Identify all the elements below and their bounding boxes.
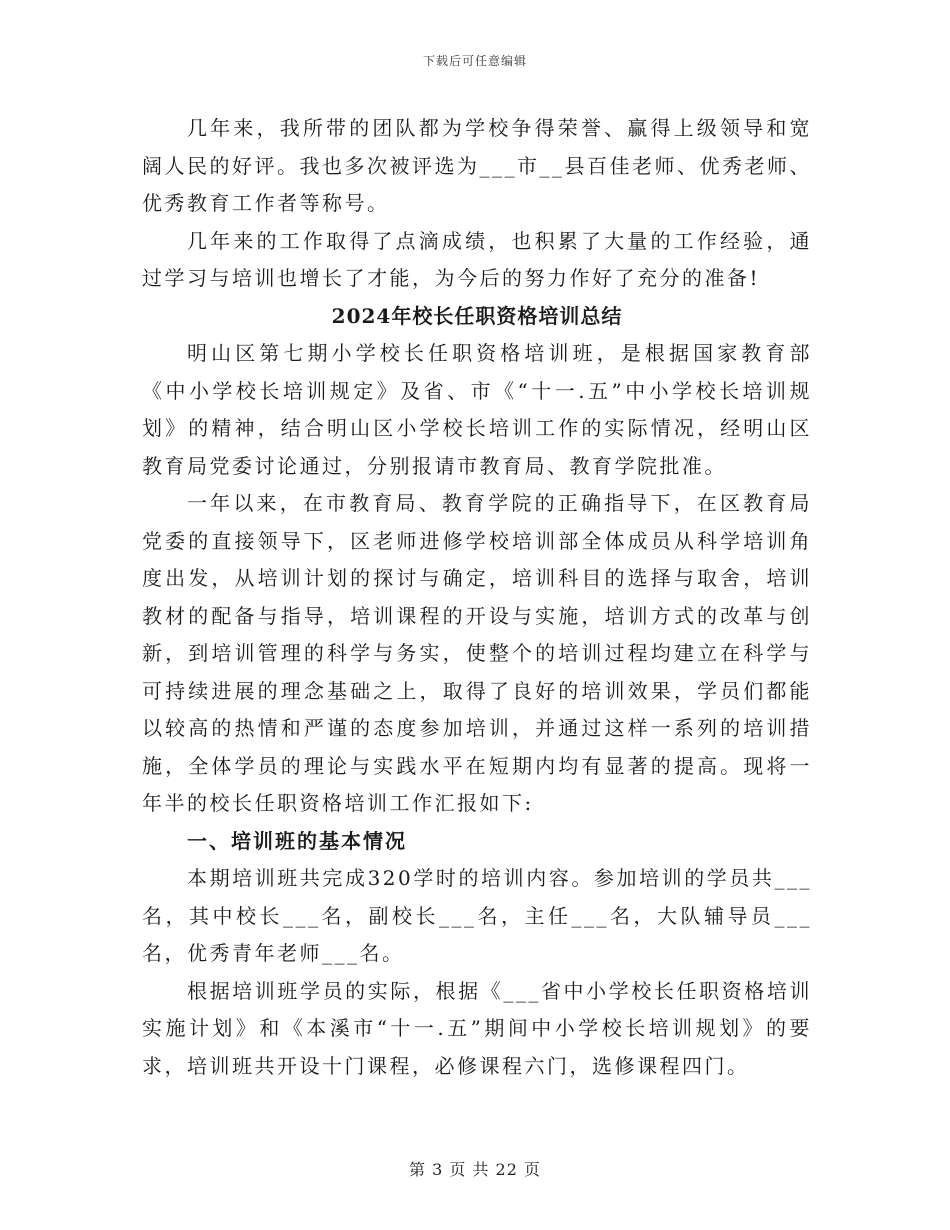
page-number: 第 3 页 共 22 页 xyxy=(409,1160,541,1179)
paragraph-achievements: 几年来的工作取得了点滴成绩，也积累了大量的工作经验，通过学习与培训也增长了才能，为今后的努力作好了充分的准备! xyxy=(142,228,812,290)
paragraph-honors: 几年来，我所带的团队都为学校争得荣誉、赢得上级领导和宽阔人民的好评。我也多次被评选为___市__县百佳老师、优秀老师、优秀教育工作者等称号。 xyxy=(142,116,812,215)
paragraph-overview: 一年以来，在市教育局、教育学院的正确指导下，在区教育局党委的直接领导下，区老师进修学校培训部全体成员从科学培训角度出发，从培训计划的探讨与确定，培训科目的选择与取舍，培训教材的配备与指导，培训课程的开设与实施，培训方式的改革与创新，到培训管理的科学与务实，使整个的培训过程均建立在科学与可持续进展的理念基础之上，取得了良好的培训效果，学员们都能以较高的热情和严谨的态度参加培训，并通过这样一系列的培训措施，全体学员的理论与实践水平在短期内均有显著的提高。现将一年半的校长任职资格培训工作汇报如下: xyxy=(142,491,812,815)
paragraph-courses: 根据培训班学员的实际，根据《___省中小学校长任职资格培训实施计划》和《本溪市“十一.五”期间中小学校长培训规划》的要求，培训班共开设十门课程，必修课程六门，选修课程四门。 xyxy=(142,978,812,1078)
paragraph-enrollment: 本期培训班共完成320学时的培训内容。参加培训的学员共___名，其中校长___名，副校长___名，主任___名，大队辅导员___名，优秀青年老师___名。 xyxy=(142,866,812,965)
document-body xyxy=(142,110,812,1085)
paragraph-intro: 明山区第七期小学校长任职资格培训班，是根据国家教育部《中小学校长培训规定》及省、市《“十一.五”中小学校长培训规划》的精神，结合明山区小学校长培训工作的实际情况，经明山区教育局党委讨论通过，分别报请市教育局、教育学院批准。 xyxy=(142,341,812,478)
document-title: 2024年校长任职资格培训总结 xyxy=(331,303,623,328)
page-header: 下载后可任意编辑 xyxy=(422,54,527,68)
section-heading-basic-info: 一、培训班的基本情况 xyxy=(187,828,407,853)
